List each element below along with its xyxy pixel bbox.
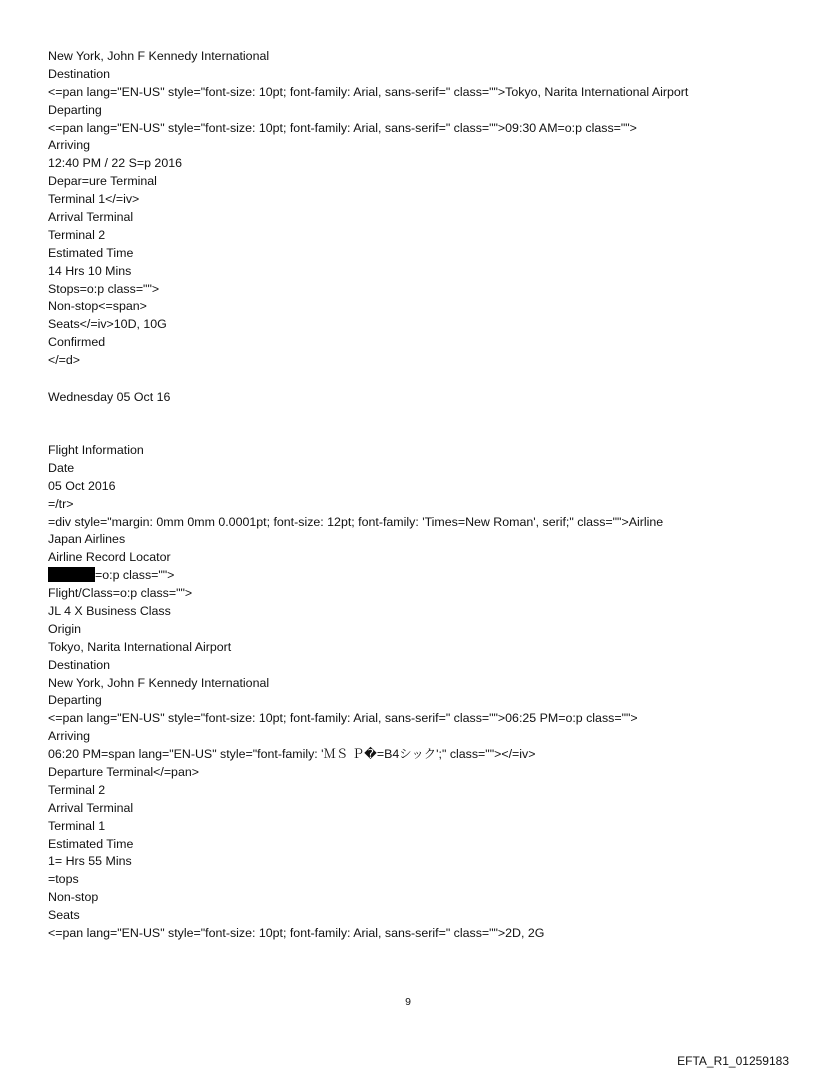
text-line: <=pan lang="EN-US" style="font-size: 10pt; font-family: Arial, sans-serif=" class="">Tokyo, Narita International Airport [48, 84, 689, 99]
text-line: Depar=ure Terminal [48, 174, 157, 189]
text-line: Departure Terminal</=pan> [48, 765, 199, 780]
text-line: Airline Record Locator [48, 550, 171, 565]
text-line: Estimated Time [48, 245, 134, 260]
text-line: Destination [48, 657, 110, 672]
text-line: Tokyo, Narita International Airport [48, 639, 232, 654]
text-line: JL 4 X Business Class [48, 604, 171, 619]
text-line: Flight Information [48, 443, 144, 457]
text-line: 06:20 PM=span lang="EN-US" style="font-family: 'ＭＳ Ｐ�=B4シック';" class=""></=iv> [48, 747, 536, 762]
text-line: =div style="margin: 0mm 0mm 0.0001pt; font-size: 12pt; font-family: 'Times=New Roman', serif;" class="">Airline [48, 514, 664, 529]
text-line: Arrival Terminal [48, 210, 134, 225]
text-line: 14 Hrs 10 Mins [48, 263, 132, 278]
text-line: <=pan lang="EN-US" style="font-size: 10pt; font-family: Arial, sans-serif=" class="">06:25 PM=o:p class=""> [48, 711, 638, 726]
text-line: <=pan lang="EN-US" style="font-size: 10pt; font-family: Arial, sans-serif=" class="">09:30 AM=o:p class=""> [48, 120, 637, 135]
text-line: Japan Airlines [48, 532, 126, 547]
text-line: Seats</=iv>10D, 10G [48, 317, 167, 332]
text-line: Arriving [48, 729, 90, 744]
text-line: New York, John F Kennedy International [48, 49, 270, 63]
text-line: Destination [48, 66, 110, 81]
text-line: Non-stop<=span> [48, 299, 147, 314]
flight-1-details [48, 48, 788, 370]
text-line: Non-stop [48, 890, 99, 905]
page-number: 9 [405, 996, 411, 1008]
flight-2-details [48, 442, 788, 943]
text-line: 12:40 PM / 22 S=p 2016 [48, 156, 182, 171]
text-line: Departing [48, 102, 102, 117]
date-heading: Wednesday 05 Oct 16 [48, 390, 171, 404]
text-line: Origin [48, 621, 82, 636]
text-line: Date [48, 460, 75, 475]
redacted-line [48, 567, 788, 585]
text-line: Confirmed [48, 335, 106, 350]
text-line: Terminal 1 [48, 818, 106, 833]
text-line: Flight/Class=o:p class=""> [48, 586, 193, 601]
text-line: Terminal 2 [48, 782, 106, 797]
text-line: Terminal 1</=iv> [48, 192, 140, 207]
text-line: Stops=o:p class=""> [48, 281, 160, 296]
date-heading-block [48, 389, 788, 407]
text-line: New York, John F Kennedy International [48, 675, 270, 690]
document-id-footer: EFTA_R1_01259183 [677, 1054, 789, 1068]
redacted-line-text: =o:p class=""> [95, 568, 175, 583]
text-line: 1= Hrs 55 Mins [48, 854, 132, 869]
text-line: Arriving [48, 138, 90, 153]
text-line: Terminal 2 [48, 227, 106, 242]
text-line: Seats [48, 908, 80, 923]
text-line: =tops [48, 872, 79, 887]
text-line: Arrival Terminal [48, 800, 134, 815]
text-line: <=pan lang="EN-US" style="font-size: 10pt; font-family: Arial, sans-serif=" class="">2D, 2G [48, 926, 545, 941]
text-line: Departing [48, 693, 102, 708]
text-line: </=d> [48, 353, 81, 368]
text-line: Estimated Time [48, 836, 134, 851]
redaction-box [48, 567, 95, 582]
text-line: 05 Oct 2016 [48, 478, 116, 493]
text-line: =/tr> [48, 496, 74, 511]
